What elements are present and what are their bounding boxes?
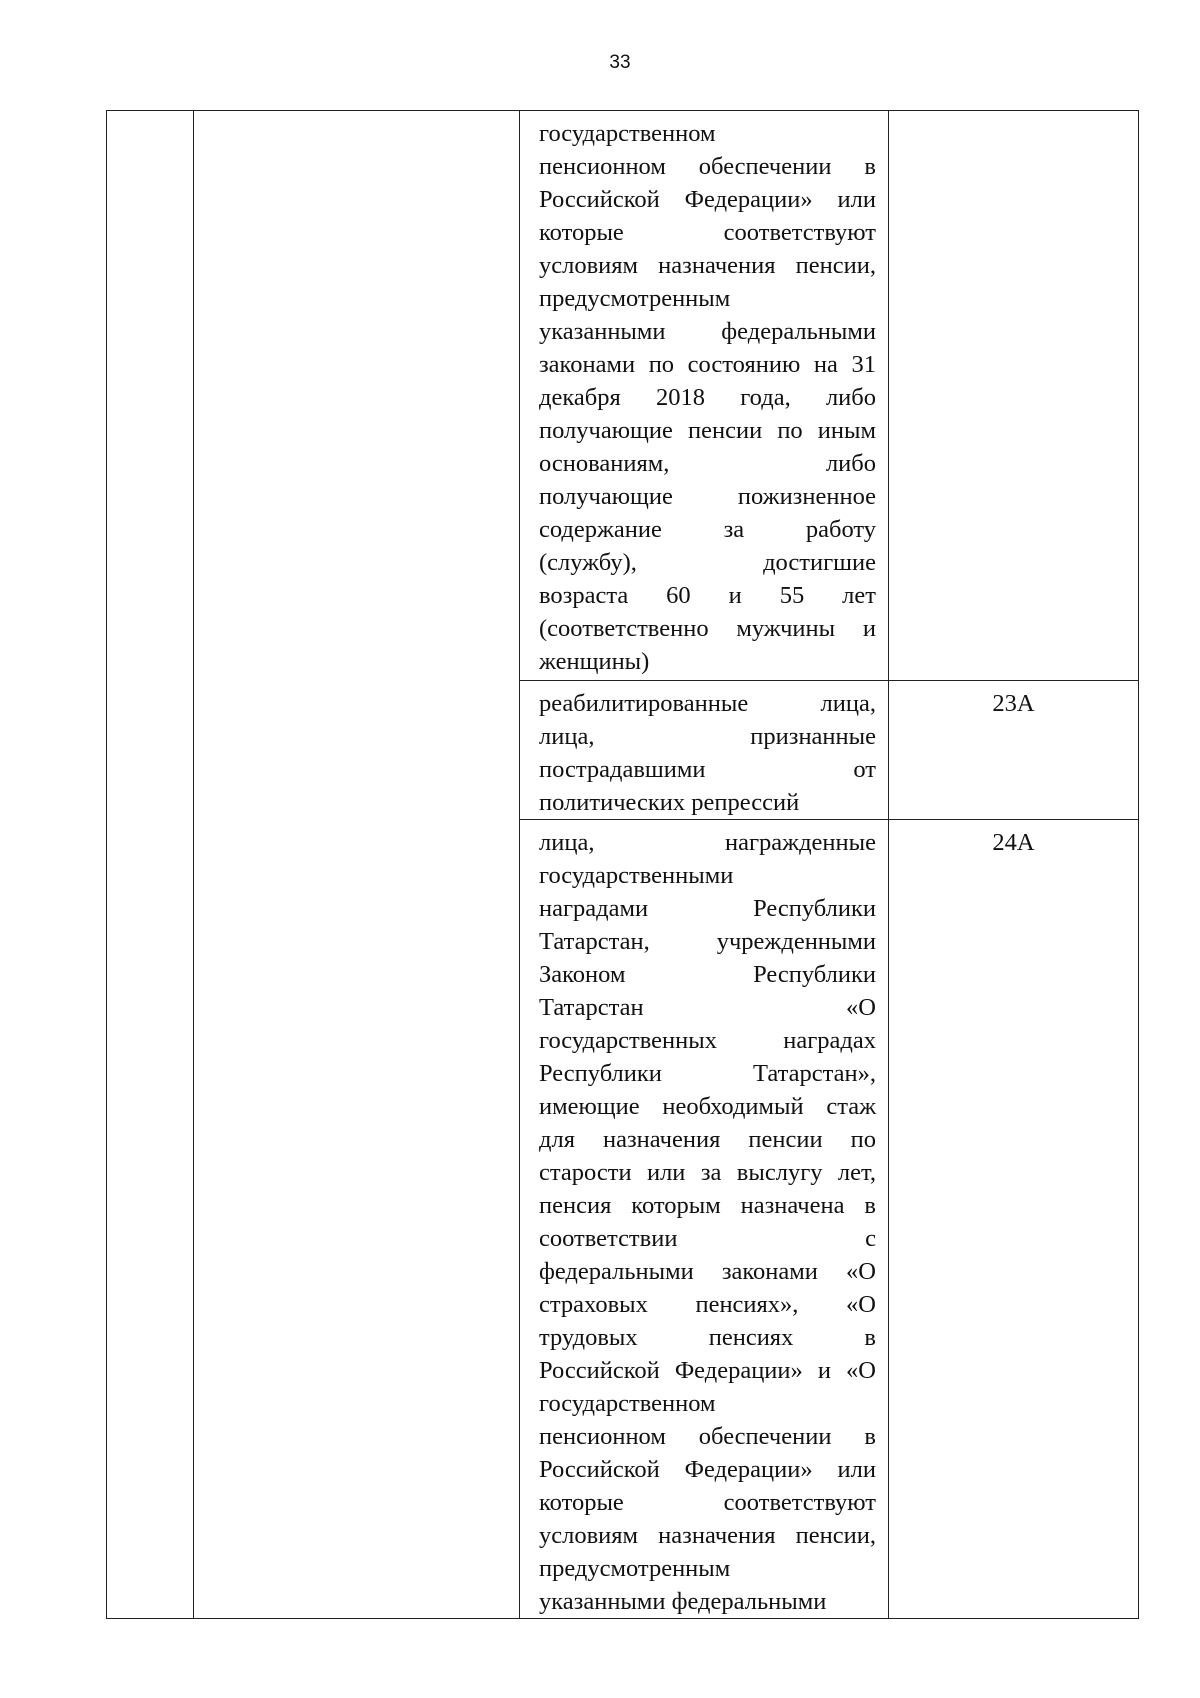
description-line: получающие пожизненное <box>539 483 876 510</box>
description-line: пенсия которым назначена в <box>539 1192 876 1219</box>
description-cell <box>520 111 889 681</box>
description-line: трудовых пенсиях в <box>539 1324 876 1351</box>
description-line: (службу), достигшие <box>539 549 876 576</box>
description-line: пенсионном обеспечении в <box>539 153 876 180</box>
description-cell <box>520 681 889 820</box>
description-line: основаниям, либо <box>539 450 876 477</box>
column-1-cell <box>107 111 194 1619</box>
description-line: Законом Республики <box>539 961 876 988</box>
description-line: которые соответствуют <box>539 219 876 246</box>
description-line: пострадавшими от <box>539 756 876 783</box>
description-line: декабря 2018 года, либо <box>539 384 876 411</box>
code-cell <box>889 820 1139 1619</box>
description-line: Татарстан «О <box>539 994 876 1021</box>
description-line: наградами Республики <box>539 895 876 922</box>
description-line: федеральными законами «О <box>539 1258 876 1285</box>
description-line: политических репрессий <box>539 789 800 816</box>
category-code <box>889 111 1138 117</box>
description-line: пенсионном обеспечении в <box>539 1423 876 1450</box>
description-text <box>520 681 888 819</box>
description-line: которые соответствуют <box>539 1489 876 1516</box>
description-line: реабилитированные лица, <box>539 690 876 717</box>
description-text <box>520 111 888 678</box>
description-line: государственных наградах <box>539 1027 876 1054</box>
description-line: указанными федеральными <box>539 1588 827 1615</box>
description-line: законами по состоянию на 31 <box>539 351 876 378</box>
description-line: предусмотренным <box>539 285 731 312</box>
description-line: предусмотренным <box>539 1555 731 1582</box>
description-line: условиям назначения пенсии, <box>539 1522 876 1549</box>
table-row <box>107 111 1139 681</box>
description-line: возраста 60 и 55 лет <box>539 582 876 609</box>
description-line: Татарстан, учрежденными <box>539 928 876 955</box>
description-text <box>520 820 888 1618</box>
category-code: 23А <box>992 690 1035 717</box>
benefits-table <box>106 110 1139 1619</box>
description-line: страховых пенсиях», «О <box>539 1291 876 1318</box>
description-line: содержание за работу <box>539 516 876 543</box>
description-line: государственном <box>539 1390 716 1417</box>
code-cell <box>889 111 1139 681</box>
description-line: лица, признанные <box>539 723 876 750</box>
page-number: 33 <box>609 52 631 73</box>
description-line: для назначения пенсии по <box>539 1126 876 1153</box>
description-line: лица, награжденные <box>539 829 876 856</box>
description-line: Российской Федерации» или <box>539 186 876 213</box>
column-2-cell <box>194 111 520 1619</box>
description-line: Российской Федерации» или <box>539 1456 876 1483</box>
code-cell <box>889 681 1139 820</box>
description-line: (соответственно мужчины и <box>539 615 876 642</box>
description-line: получающие пенсии по иным <box>539 417 876 444</box>
description-line: соответствии с <box>539 1225 876 1252</box>
description-cell <box>520 820 889 1619</box>
description-line: старости или за выслугу лет, <box>539 1159 876 1186</box>
description-line: Российской Федерации» и «О <box>539 1357 876 1384</box>
description-line: Республики Татарстан», <box>539 1060 876 1087</box>
description-line: женщины) <box>539 648 650 675</box>
category-code: 24А <box>992 829 1035 856</box>
description-line: государственными <box>539 862 734 889</box>
description-line: указанными федеральными <box>539 318 876 345</box>
description-line: государственном <box>539 120 716 147</box>
description-line: имеющие необходимый стаж <box>539 1093 876 1120</box>
description-line: условиям назначения пенсии, <box>539 252 876 279</box>
